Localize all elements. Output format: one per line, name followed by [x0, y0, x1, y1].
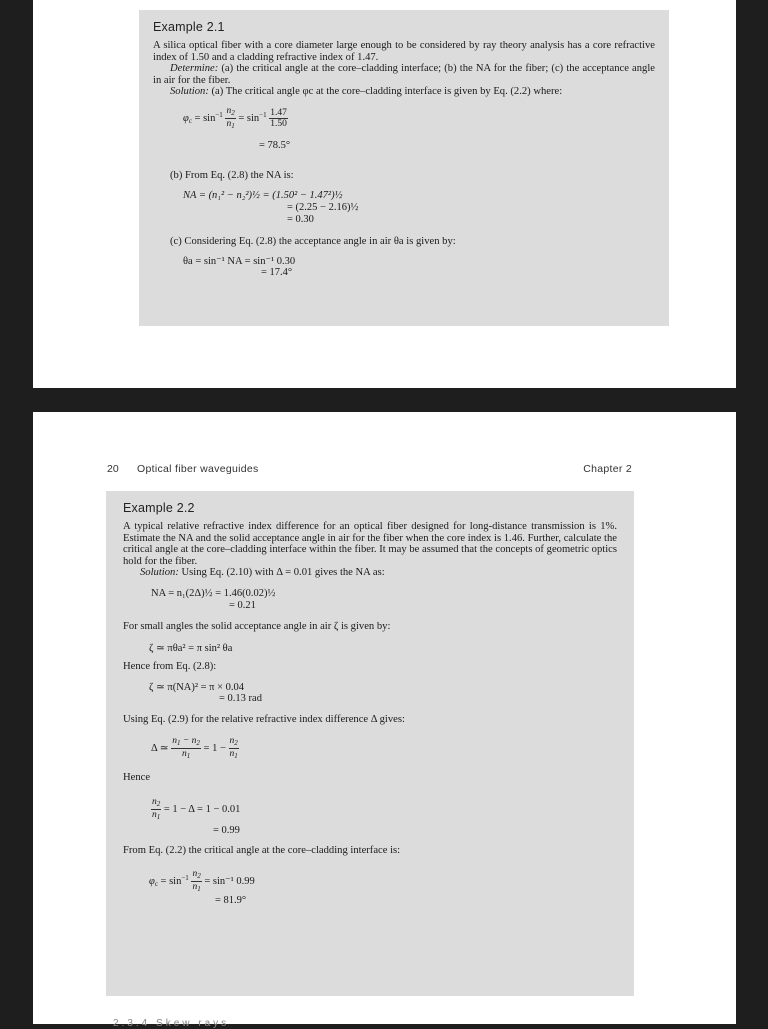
example-title: Example 2.1: [153, 20, 225, 34]
equation-critical-angle: $\varphi_c = \sin^{-1}$ $\frac{n_2}{n_1}$ = $\sin^{-1}$ $\frac{1.47}{1.50}$ = 78.5°: [183, 105, 291, 151]
equation-result: = 78.5°: [259, 139, 291, 151]
example-solution: Solution: (a) The critical angle φc at the core–cladding interface is given by Eq. (2.2) where:: [170, 86, 563, 98]
text-hence: Hence: [123, 771, 151, 783]
example-problem: A typical relative refractive index difference for an optical fiber designed for long-distance transmission is 1%. Estimate the NA and the solid acceptance angle in air for the fiber when the core index is 1.46. Further, calculate the critical angle at the core–cladding interface within the fiber. It may be assumed that the concepts of geometric optics hold for the fiber.: [123, 521, 617, 567]
equation-solid-angle-result: ζ ≃ π(NA)² = π × 0.04 = 0.13 rad: [149, 682, 262, 705]
cutoff-section-heading: 2.3.4 Skew rays: [113, 1018, 230, 1029]
equation-acceptance-angle: θa = sin⁻¹ NA = sin⁻¹ 0.30 = 17.4°: [183, 256, 296, 279]
equation-na: NA = (n₁² − n₂²)½ = (1.50² − 1.47²)½ = (2.25 − 2.16)½ = 0.30: [183, 189, 359, 225]
text-hence-from: Hence from Eq. (2.8):: [123, 660, 217, 672]
text-critical-angle: From Eq. (2.2) the critical angle at the core–cladding interface is:: [123, 845, 401, 857]
example-problem: A silica optical fiber with a core diameter large enough to be considered by ray theory analysis has a core refractive index of 1.50 and a cladding refractive index of 1.47.: [153, 40, 655, 63]
text-relative-index: Using Eq. (2.9) for the relative refractive index difference Δ gives:: [123, 714, 405, 726]
example-determine: Determine: (a) the critical angle at the core–cladding interface; (b) the NA for the fiber; (c) the acceptance angle in air for the fiber.: [153, 63, 655, 86]
page-number: 20: [107, 463, 119, 475]
text-solid-angle: For small angles the solid acceptance angle in air ζ is given by:: [123, 620, 391, 632]
equation-na: NA = n₁(2Δ)½ = 1.46(0.02)½ = 0.21: [151, 587, 276, 611]
example-part-c: (c) Considering Eq. (2.8) the acceptance angle in air θa is given by:: [170, 235, 456, 247]
equation-index-ratio: $\frac{n_2}{n_1}$ = 1 − Δ = 1 − 0.01 = 0.99: [152, 797, 241, 837]
running-title: Optical fiber waveguides: [137, 463, 259, 475]
chapter-label: Chapter 2: [583, 463, 632, 475]
example-solution: Solution: Using Eq. (2.10) with Δ = 0.01 gives the NA as:: [140, 567, 385, 579]
equation-critical-angle: $\varphi_c = \sin^{-1}$ $\frac{n_2}{n_1}$ = sin⁻¹ 0.99 = 81.9°: [149, 868, 255, 906]
equation-delta: Δ ≃ $\frac{n_1 - n_2}{n_1}$ = 1 − $\frac{n_2}{n_1}$: [151, 735, 238, 760]
equation-solid-angle: ζ ≃ πθa² = π sin² θa: [149, 642, 233, 654]
example-box-2-2: [106, 491, 634, 996]
example-part-b: (b) From Eq. (2.8) the NA is:: [170, 169, 294, 181]
document-page-20: [33, 412, 736, 1029]
document-page-top: [33, 0, 736, 388]
example-box-2-1: [139, 10, 669, 326]
example-title: Example 2.2: [123, 501, 195, 515]
